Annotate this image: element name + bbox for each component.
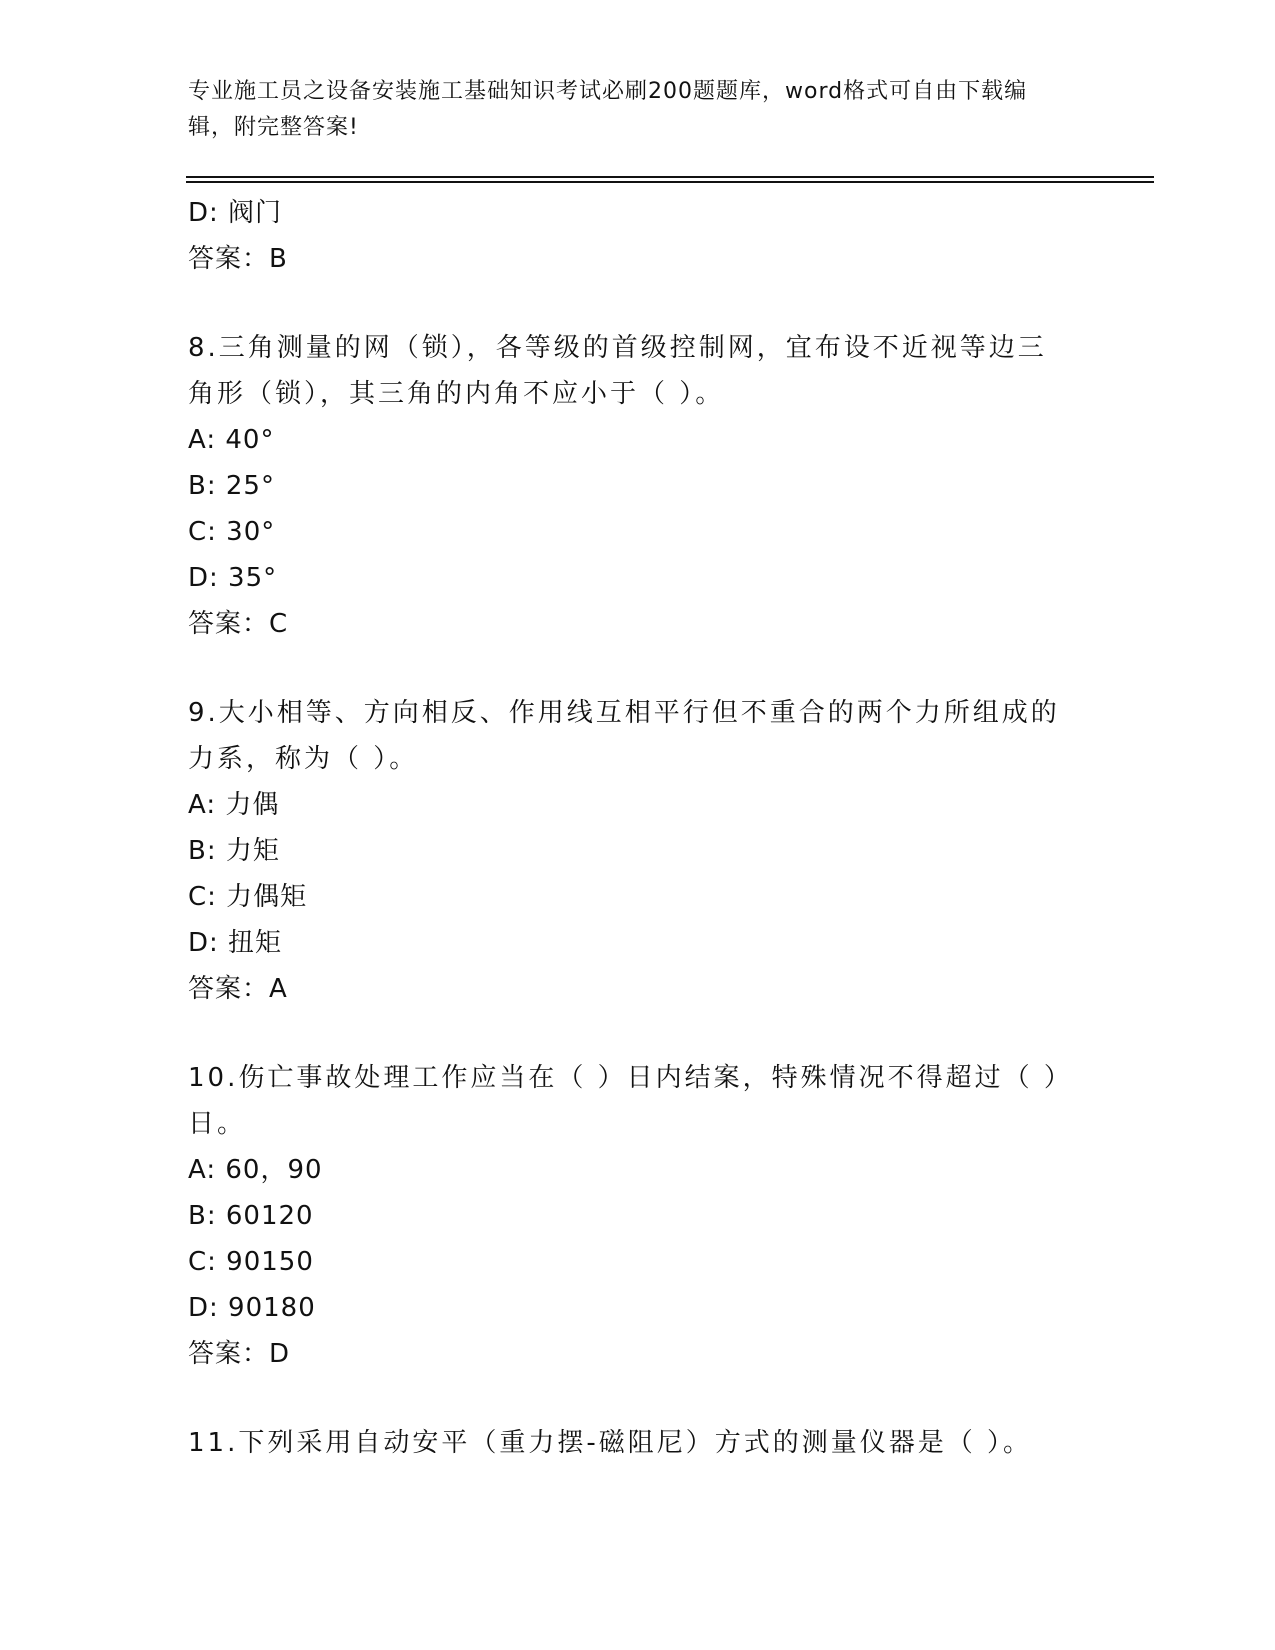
option-d: D: 90180: [188, 1293, 316, 1323]
document-title: 专业施工员之设备安装施工基础知识考试必刷200题题库，word格式可自由下载编辑，附完整答案!: [188, 79, 1028, 140]
question-11: [188, 1420, 1068, 1466]
option-d: D: 35°: [188, 563, 278, 593]
question-text: 10.伤亡事故处理工作应当在（ ）日内结案，特殊情况不得超过（ ）日。: [188, 1063, 1060, 1139]
option-b: B: 25°: [188, 471, 275, 501]
prev-option-d: D: 阀门: [188, 198, 283, 228]
option-b: B: 力矩: [188, 836, 280, 866]
spacer: [188, 1377, 1068, 1420]
spacer: [188, 647, 1068, 690]
prev-answer: 答案：B: [188, 244, 288, 274]
question-9: [188, 690, 1068, 1012]
answer: 答案：A: [188, 974, 288, 1004]
question-text: 11.下列采用自动安平（重力摆-磁阻尼）方式的测量仪器是（ ）。: [188, 1428, 1032, 1458]
option-a: A: 力偶: [188, 790, 280, 820]
question-10: [188, 1055, 1068, 1377]
option-c: C: 力偶矩: [188, 882, 308, 912]
header-rule-top: [186, 176, 1154, 178]
header-rule-bottom: [186, 181, 1154, 183]
spacer: [188, 1012, 1068, 1055]
question-text: 9.大小相等、方向相反、作用线互相平行但不重合的两个力所组成的力系，称为（ ）。: [188, 698, 1060, 774]
document-header: [188, 74, 1068, 146]
option-a: A: 60，90: [188, 1155, 323, 1185]
question-8: [188, 325, 1068, 647]
answer: 答案：D: [188, 1339, 291, 1369]
option-b: B: 60120: [188, 1201, 314, 1231]
question-list: [188, 190, 1068, 1466]
option-d: D: 扭矩: [188, 928, 283, 958]
option-c: C: 30°: [188, 517, 276, 547]
question-text: 8.三角测量的网（锁），各等级的首级控制网，宜布设不近视等边三角形（锁），其三角的内角不应小于（ ）。: [188, 333, 1047, 409]
option-c: C: 90150: [188, 1247, 314, 1277]
option-a: A: 40°: [188, 425, 275, 455]
spacer: [188, 282, 1068, 325]
answer: 答案：C: [188, 609, 289, 639]
